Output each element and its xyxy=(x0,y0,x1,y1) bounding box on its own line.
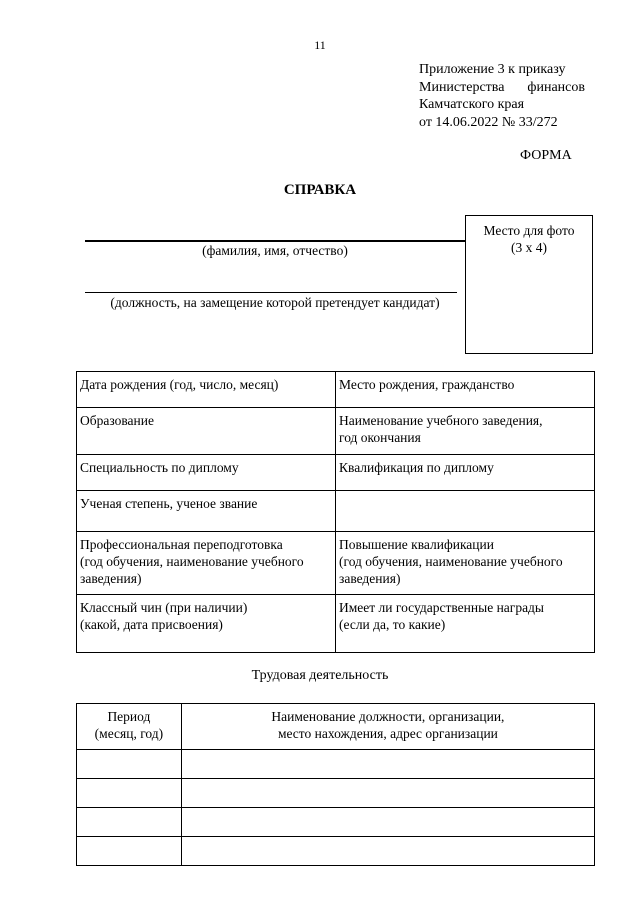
page-number: 11 xyxy=(314,38,326,52)
form-label: ФОРМА xyxy=(520,148,572,163)
cell-line: (год обучения, наименование учебного xyxy=(339,554,563,569)
table-row xyxy=(77,408,595,455)
period-cell[interactable] xyxy=(77,837,182,866)
period-cell[interactable] xyxy=(77,750,182,779)
cell-line: Специальность по диплому xyxy=(80,460,239,475)
name-caption: (фамилия, имя, отчество) xyxy=(202,243,348,258)
appendix-line xyxy=(419,79,585,97)
position-cell[interactable] xyxy=(181,837,594,866)
table-row xyxy=(77,372,595,408)
work-table xyxy=(76,703,595,866)
info-table xyxy=(76,371,595,653)
period-header xyxy=(77,704,182,750)
cell-line: Образование xyxy=(80,413,154,428)
cell-line: Наименование учебного заведения, xyxy=(339,413,543,428)
cell-line: Место рождения, гражданство xyxy=(339,377,515,392)
table-row xyxy=(77,837,595,866)
photo-label: Место для фото xyxy=(483,223,575,238)
table-row xyxy=(77,455,595,491)
appendix-line: Камчатского края xyxy=(419,97,525,112)
table-row xyxy=(77,595,595,653)
header-line: Период xyxy=(107,709,151,724)
document-title: СПРАВКА xyxy=(283,182,357,198)
info-cell xyxy=(77,455,336,491)
info-cell xyxy=(77,408,336,455)
header-line: Наименование должности, организации, xyxy=(271,709,505,724)
cell-line: заведения) xyxy=(80,571,142,586)
position-caption: (должность, на замещение которой претендует кандидат) xyxy=(110,295,440,310)
photo-box xyxy=(465,215,593,354)
position-cell[interactable] xyxy=(181,808,594,837)
cell-line: (год обучения, наименование учебного xyxy=(80,554,304,569)
position-line xyxy=(85,292,457,293)
name-line xyxy=(85,240,465,242)
photo-size: (3 х 4) xyxy=(511,240,547,255)
info-cell xyxy=(336,408,595,455)
appendix-line: от 14.06.2022 № 33/272 xyxy=(419,114,558,130)
table-row xyxy=(77,532,595,595)
info-cell xyxy=(77,491,336,532)
table-row xyxy=(77,750,595,779)
info-cell xyxy=(77,372,336,408)
info-cell xyxy=(336,455,595,491)
cell-line: Классный чин (при наличии) xyxy=(80,600,248,615)
cell-line: Дата рождения (год, число, месяц) xyxy=(80,377,279,392)
appendix-word: Министерства xyxy=(419,79,505,95)
work-section-title: Трудовая деятельность xyxy=(251,668,389,683)
cell-line: Профессиональная переподготовка xyxy=(80,537,283,552)
info-cell xyxy=(336,595,595,653)
cell-line: (если да, то какие) xyxy=(339,617,446,632)
info-cell xyxy=(336,372,595,408)
cell-line: Имеет ли государственные награды xyxy=(339,600,544,615)
cell-line: Ученая степень, ученое звание xyxy=(80,496,258,511)
cell-line: Повышение квалификации xyxy=(339,537,494,552)
info-cell xyxy=(336,491,595,532)
appendix-line: Приложение 3 к приказу xyxy=(419,62,566,77)
info-cell xyxy=(336,532,595,595)
info-cell xyxy=(77,532,336,595)
position-cell[interactable] xyxy=(181,750,594,779)
table-header-row xyxy=(77,704,595,750)
cell-line: Квалификация по диплому xyxy=(339,460,494,475)
table-row xyxy=(77,779,595,808)
info-cell xyxy=(77,595,336,653)
table-row xyxy=(77,808,595,837)
header-line: место нахождения, адрес организации xyxy=(277,726,498,741)
header-line: (месяц, год) xyxy=(94,726,164,741)
appendix-word: финансов xyxy=(527,79,585,95)
cell-line: заведения) xyxy=(339,571,401,586)
period-cell[interactable] xyxy=(77,808,182,837)
position-header xyxy=(181,704,594,750)
position-cell[interactable] xyxy=(181,779,594,808)
cell-line: (какой, дата присвоения) xyxy=(80,617,223,632)
appendix-header xyxy=(419,61,589,131)
table-row xyxy=(77,491,595,532)
cell-line: год окончания xyxy=(339,430,421,445)
period-cell[interactable] xyxy=(77,779,182,808)
